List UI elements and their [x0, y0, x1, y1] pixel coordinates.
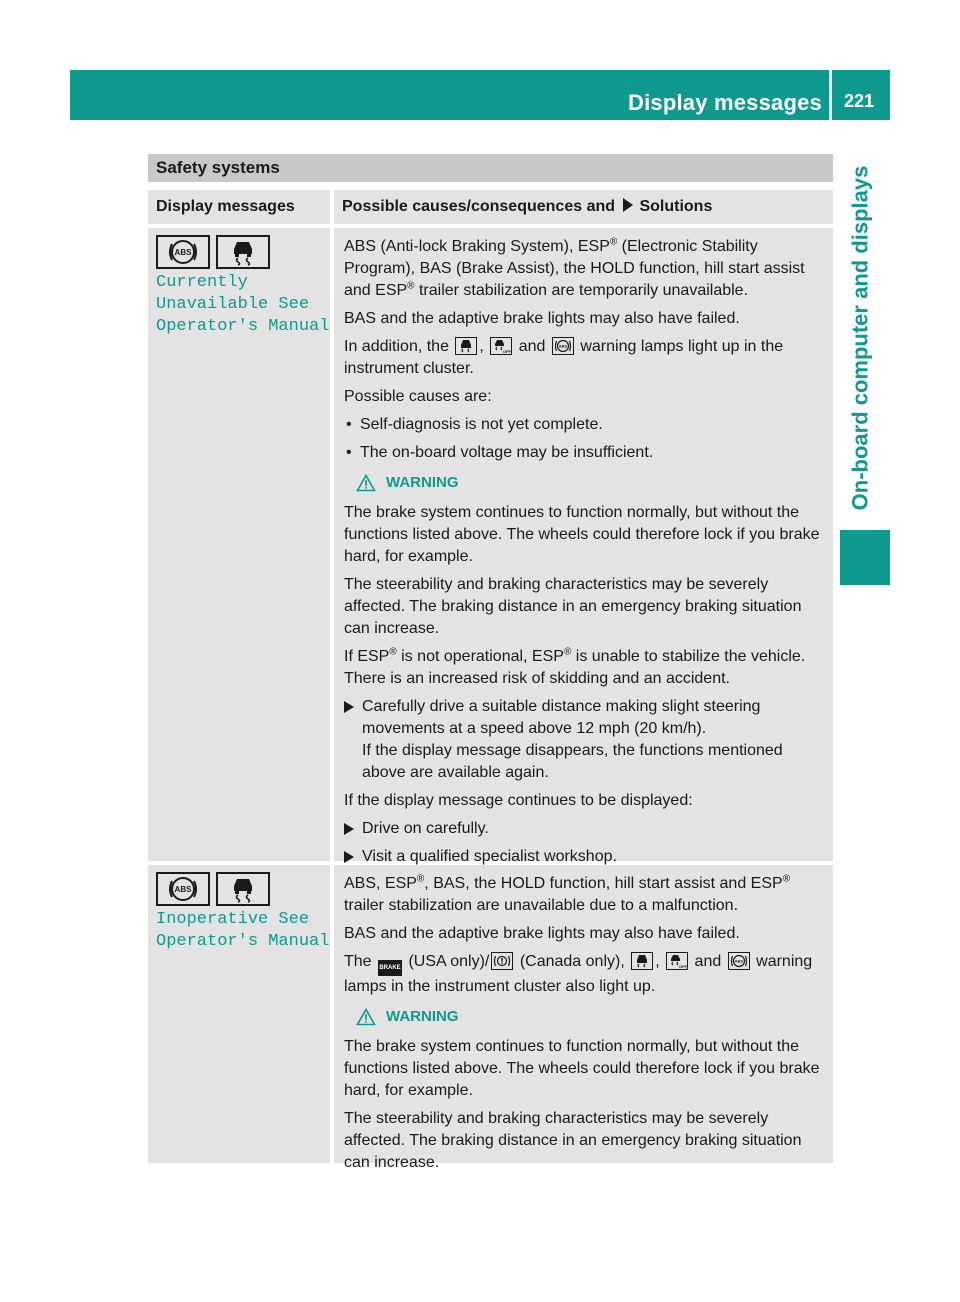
esp-off-icon [490, 337, 512, 355]
row2-message-cell [148, 865, 330, 1163]
row1-icons [156, 235, 270, 269]
side-chapter-label [840, 155, 880, 520]
row1-warning-para-3 [344, 646, 827, 690]
warning-triangle-icon [356, 474, 376, 492]
warning-triangle-icon [356, 1008, 376, 1026]
row2-para-1 [344, 873, 827, 917]
row2-para-2: BAS and the adaptive brake lights may also have failed. [344, 925, 740, 942]
row1-t3a: In addition, the [344, 338, 454, 355]
triangle-arrow-icon [623, 198, 633, 212]
row2-t3d: , [655, 953, 665, 970]
row2-t3e: and [690, 953, 726, 970]
svg-text:ABS: ABS [734, 958, 743, 964]
side-chapter-text: On-board computer and displays [847, 165, 872, 510]
svg-text:ABS: ABS [174, 885, 192, 894]
section-title: Safety systems [148, 154, 833, 182]
row2-t1c: trailer stabilization are unavailable due to a malfunction. [344, 897, 739, 914]
abs-warning-icon [552, 337, 574, 355]
reg-mark: ® [407, 280, 415, 292]
row1-step-2 [344, 818, 827, 840]
reg-mark: ® [782, 873, 791, 885]
row1-bullet-1: • Self-diagnosis is not yet complete. [344, 414, 827, 436]
svg-text:OFF: OFF [503, 349, 512, 354]
row1-display-message: Currently Unavailable See Operator's Manual [156, 273, 330, 336]
warning-label: WARNING [386, 1008, 459, 1025]
svg-text:OFF: OFF [679, 964, 688, 969]
esp-warning-icon [631, 952, 653, 970]
row1-para-5: If the display message continues to be displayed: [344, 792, 693, 809]
row1-message-cell [148, 228, 330, 861]
row1-bullet-2: • The on-board voltage may be insufficient. [344, 442, 827, 464]
page-header [70, 70, 890, 120]
page-number: 221 [843, 91, 875, 111]
row1-para-3 [344, 336, 827, 380]
step-arrow-icon [344, 851, 354, 863]
row1-s3: Visit a qualified specialist workshop. [362, 848, 617, 865]
row2-text-block [344, 873, 827, 1180]
column-header-causes [334, 190, 833, 224]
row2-t3b: (USA only)/ [404, 953, 490, 970]
step-arrow-icon [344, 823, 354, 835]
esp-icon [216, 235, 270, 269]
abs-icon [156, 872, 210, 906]
brake-circle-icon [491, 952, 513, 970]
row1-warning-para-1: The brake system continues to function normally, but without the functions listed above. The wheels could therefore lock if you brake hard, for example. [344, 504, 820, 565]
row1-t1c: trailer stabilization are temporarily unavailable. [414, 282, 749, 299]
reg-mark: ® [609, 236, 618, 248]
reg-mark: ® [416, 873, 425, 885]
row1-warning-heading [356, 472, 827, 494]
row2-para-3 [344, 951, 827, 998]
brake-warning-icon: BRAKE [378, 960, 402, 976]
row1-text-block [344, 236, 827, 874]
row1-w3a: If ESP [344, 648, 390, 665]
abs-icon [156, 235, 210, 269]
side-tab-marker [840, 530, 890, 585]
row1-warning-para-2: The steerability and braking characteristics may be severely affected. The braking distance in an emergency braking situation can increase. [344, 576, 802, 637]
row1-t3c: and [514, 338, 550, 355]
svg-text:ABS: ABS [174, 248, 192, 257]
row1-w3b: is not operational, ESP [396, 648, 564, 665]
column-header-solutions-text: Solutions [639, 198, 713, 215]
row1-para-2: BAS and the adaptive brake lights may also have failed. [344, 310, 740, 327]
row1-causes-cell [334, 228, 833, 865]
row1-para-1 [344, 236, 827, 302]
esp-off-icon [666, 952, 688, 970]
row1-t3d: warning lamps light up in the instrument cluster. [344, 338, 784, 377]
row1-t1b: (Electronic Stability Program), BAS (Brake Assist), the HOLD function, hill start assist and ESP [344, 238, 805, 299]
row1-step-1 [344, 696, 827, 784]
row2-display-message: Inoperative See Operator's Manual [156, 910, 330, 951]
row1-s1b: If the display message disappears, the functions mentioned above are available again. [362, 742, 783, 781]
row1-s1: Carefully drive a suitable distance making slight steering movements at a speed above 12 mph (20 km/h). [362, 698, 761, 737]
header-title: Display messages [628, 90, 822, 115]
column-header-causes-text: Possible causes/consequences and [342, 198, 620, 215]
abs-warning-icon [728, 952, 750, 970]
column-header-display-messages: Display messages [148, 190, 330, 224]
warning-label: WARNING [386, 474, 459, 491]
row2-warning-para-1: The brake system continues to function normally, but without the functions listed above. The wheels could therefore lock if you brake hard, for example. [344, 1038, 820, 1099]
reg-mark: ® [389, 646, 397, 658]
row2-t1a: ABS, ESP [344, 875, 417, 892]
esp-warning-icon [455, 337, 477, 355]
row2-t1b: , BAS, the HOLD function, hill start assist and ESP [424, 875, 783, 892]
row1-w3c: is unable to stabilize the vehicle. There is an increased risk of skidding and an accident. [344, 648, 806, 687]
svg-text:ABS: ABS [558, 343, 568, 349]
reg-mark: ® [563, 646, 572, 658]
row2-causes-cell [334, 865, 833, 1171]
row2-warning-para-2: The steerability and braking characteristics may be severely affected. The braking distance in an emergency braking situation can increase. [344, 1110, 802, 1171]
row2-t3a: The [344, 953, 377, 970]
row1-para-4: Possible causes are: [344, 388, 492, 405]
step-arrow-icon [344, 701, 354, 713]
row1-s2: Drive on carefully. [362, 820, 489, 837]
row2-t3f: warning lamps in the instrument cluster also light up. [344, 953, 813, 995]
esp-icon [216, 872, 270, 906]
row2-warning-heading [356, 1006, 827, 1028]
row1-t1a: ABS (Anti-lock Braking System), ESP [344, 238, 610, 255]
row1-t3b: , [479, 338, 489, 355]
row2-icons [156, 872, 270, 906]
row2-t3c: (Canada only), [515, 953, 630, 970]
